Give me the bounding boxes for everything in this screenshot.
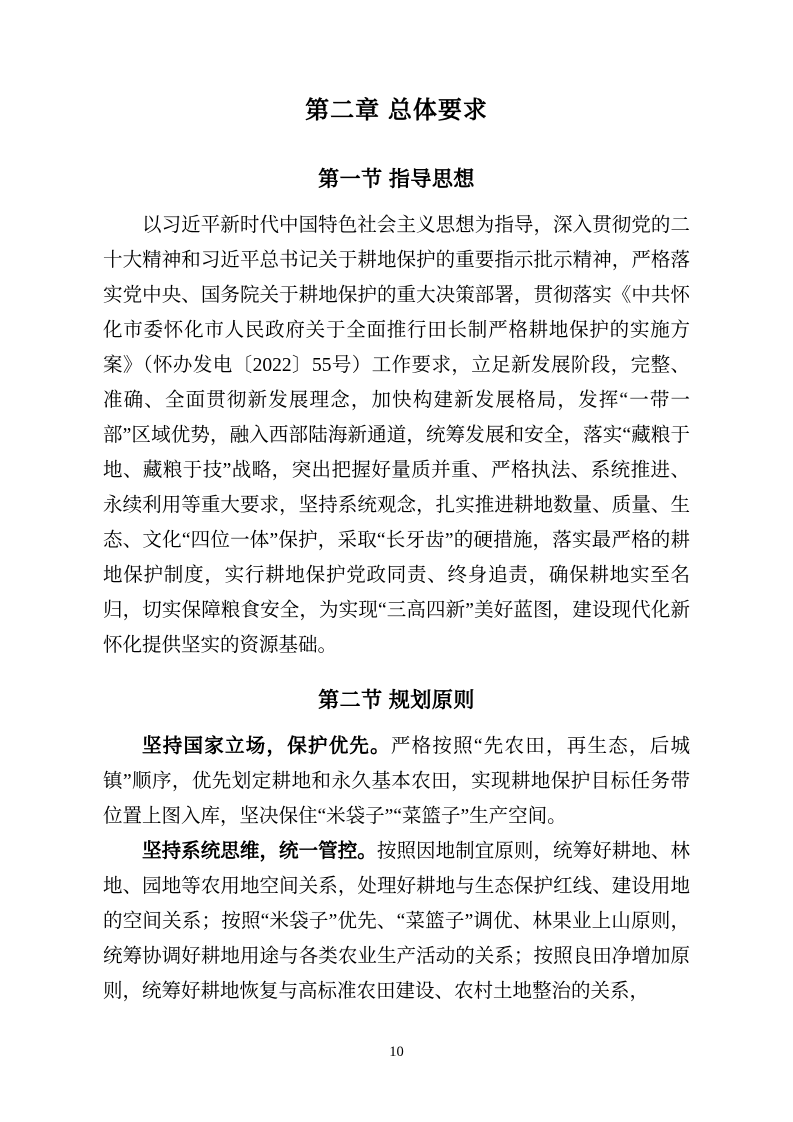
page-number: 10: [389, 1044, 404, 1060]
paragraph-lead: 坚持系统思维，统一管控。: [142, 840, 377, 862]
section-1-paragraph-1: [103, 208, 690, 663]
chapter-title: 第二章 总体要求: [305, 97, 488, 124]
section-2-title: 第二节 规划原则: [318, 689, 475, 712]
document-body: [103, 166, 690, 1009]
section-1-title: 第一节 指导思想: [318, 168, 475, 191]
paragraph-text: 按照因地制宜原则，统筹好耕地、林地、园地等农用地空间关系，处理好耕地与生态保护红线、建设用地的空间关系；按照“米袋子”优先、“菜篮子”调优、林果业上山原则，统筹协调好耕地用途与各类农业生产活动的关系；按照良田净增加原则，统筹好耕地恢复与高标准农田建设、农村土地整治的关系，: [103, 841, 690, 1002]
section-2-paragraph-1: [103, 729, 690, 834]
paragraph-text: 以习近平新时代中国特色社会主义思想为指导，深入贯彻党的二十大精神和习近平总书记关于耕地保护的重要指示批示精神，严格落实党中央、国务院关于耕地保护的重大决策部署，贯彻落实《中共怀化市委怀化市人民政府关于全面推行田长制严格耕地保护的实施方案》（怀办发电〔2022〕55号）工作要求，立足新发展阶段，完整、准确、全面贯彻新发展理念，加快构建新发展格局，发挥“一带一部”区域优势，融入西部陆海新通道，统筹发展和安全，落实“藏粮于地、藏粮于技”战略，突出把握好量质并重、严格执法、系统推进、永续利用等重大要求，坚持系统观念，扎实推进耕地数量、质量、生态、文化“四位一体”保护，采取“长牙齿”的硬措施，落实最严格的耕地保护制度，实行耕地保护党政同责、终身追责，确保耕地实至名归，切实保障粮食安全，为实现“三高四新”美好蓝图，建设现代化新怀化提供坚实的资源基础。: [103, 215, 690, 656]
paragraph-lead: 坚持国家立场，保护优先。: [142, 735, 391, 757]
paragraph-text: 严格按照“先农田，再生态，后城镇”顺序，优先划定耕地和永久基本农田，实现耕地保护目标任务带位置上图入库，坚决保住“米袋子”“菜篮子”生产空间。: [103, 736, 690, 827]
section-2-paragraph-2: [103, 834, 690, 1009]
